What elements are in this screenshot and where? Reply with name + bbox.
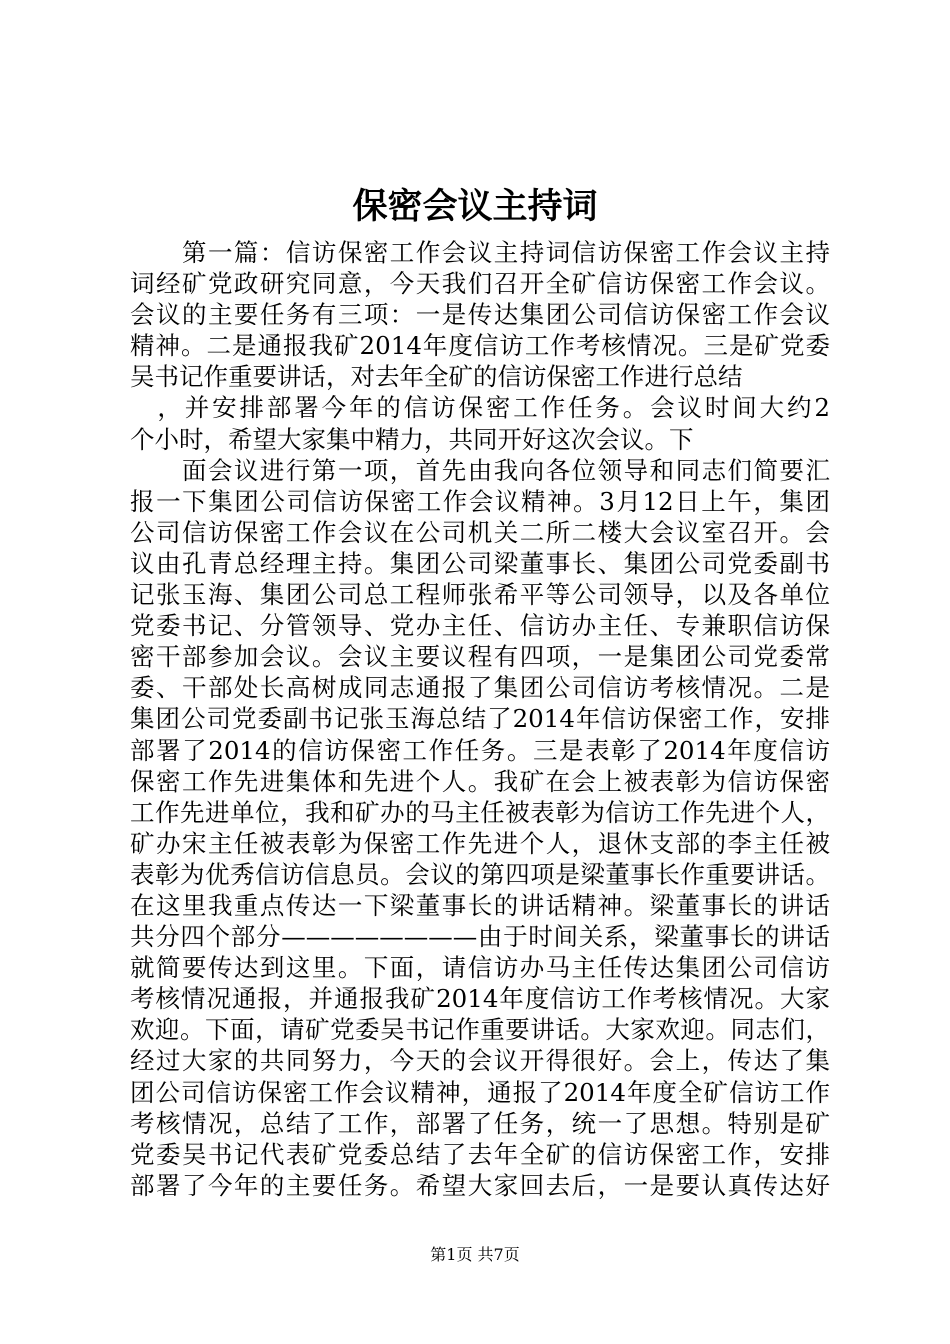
body-line: 部署了2014的信访保密工作任务。三是表彰了2014年度信访 [130,735,830,765]
body-line: ，并安排部署今年的信访保密工作任务。会议时间大约2 [130,393,830,423]
body-line: 面会议进行第一项，首先由我向各位领导和同志们简要汇 [130,455,830,485]
body-line: 会议的主要任务有三项：一是传达集团公司信访保密工作会议 [130,300,830,330]
body-line: 记张玉海、集团公司总工程师张希平等公司领导，以及各单位 [130,580,830,610]
body-line: 议由孔青总经理主持。集团公司梁董事长、集团公司党委副书 [130,548,830,578]
body-line: 个小时，希望大家集中精力，共同开好这次会议。下 [130,424,694,454]
body-line: 党委书记、分管领导、党办主任、信访办主任、专兼职信访保 [130,611,830,641]
body-line: 欢迎。下面，请矿党委吴书记作重要讲话。大家欢迎。同志们， [130,1015,830,1045]
body-line: 第一篇：信访保密工作会议主持词信访保密工作会议主持 [130,238,830,267]
body-line: 集团公司党委副书记张玉海总结了2014年信访保密工作，安排 [130,704,830,734]
body-line: 词经矿党政研究同意，今天我们召开全矿信访保密工作会议。 [130,269,830,299]
body-line: 考核情况，总结了工作，部署了任务，统一了思想。特别是矿 [130,1108,830,1138]
document-body [130,237,830,1201]
body-line: 报一下集团公司信访保密工作会议精神。3月12日上午，集团 [130,486,830,516]
body-line: 矿办宋主任被表彰为保密工作先进个人，退休支部的李主任被 [130,828,830,858]
body-line: 公司信访保密工作会议在公司机关二所二楼大会议室召开。会 [130,517,830,547]
page-number-footer: 第1页 共7页 [430,1245,520,1264]
body-line: 吴书记作重要讲话，对去年全矿的信访保密工作进行总结 [130,362,743,392]
document-title: 保密会议主持词 [352,186,598,227]
body-line: 表彰为优秀信访信息员。会议的第四项是梁董事长作重要讲话。 [130,859,830,889]
body-line: 部署了今年的主要任务。希望大家回去后，一是要认真传达好 [130,1170,830,1200]
body-line: 党委吴书记代表矿党委总结了去年全矿的信访保密工作，安排 [130,1139,830,1169]
body-line: 考核情况通报，并通报我矿2014年度信访工作考核情况。大家 [130,984,830,1014]
body-line: 精神。二是通报我矿2014年度信访工作考核情况。三是矿党委 [130,331,830,361]
body-line: 工作先进单位，我和矿办的马主任被表彰为信访工作先进个人， [130,797,830,827]
body-line: 在这里我重点传达一下梁董事长的讲话精神。梁董事长的讲话 [130,890,830,920]
body-line: 保密工作先进集体和先进个人。我矿在会上被表彰为信访保密 [130,766,830,796]
body-line: 就简要传达到这里。下面，请信访办马主任传达集团公司信访 [130,953,830,983]
body-line: 密干部参加会议。会议主要议程有四项，一是集团公司党委常 [130,642,830,672]
body-line: 经过大家的共同努力，今天的会议开得很好。会上，传达了集 [130,1046,830,1076]
body-line: 共分四个部分————————由于时间关系，梁董事长的讲话 [130,922,830,952]
body-line: 团公司信访保密工作会议精神，通报了2014年度全矿信访工作 [130,1077,830,1107]
body-line: 委、干部处长高树成同志通报了集团公司信访考核情况。二是 [130,673,830,703]
